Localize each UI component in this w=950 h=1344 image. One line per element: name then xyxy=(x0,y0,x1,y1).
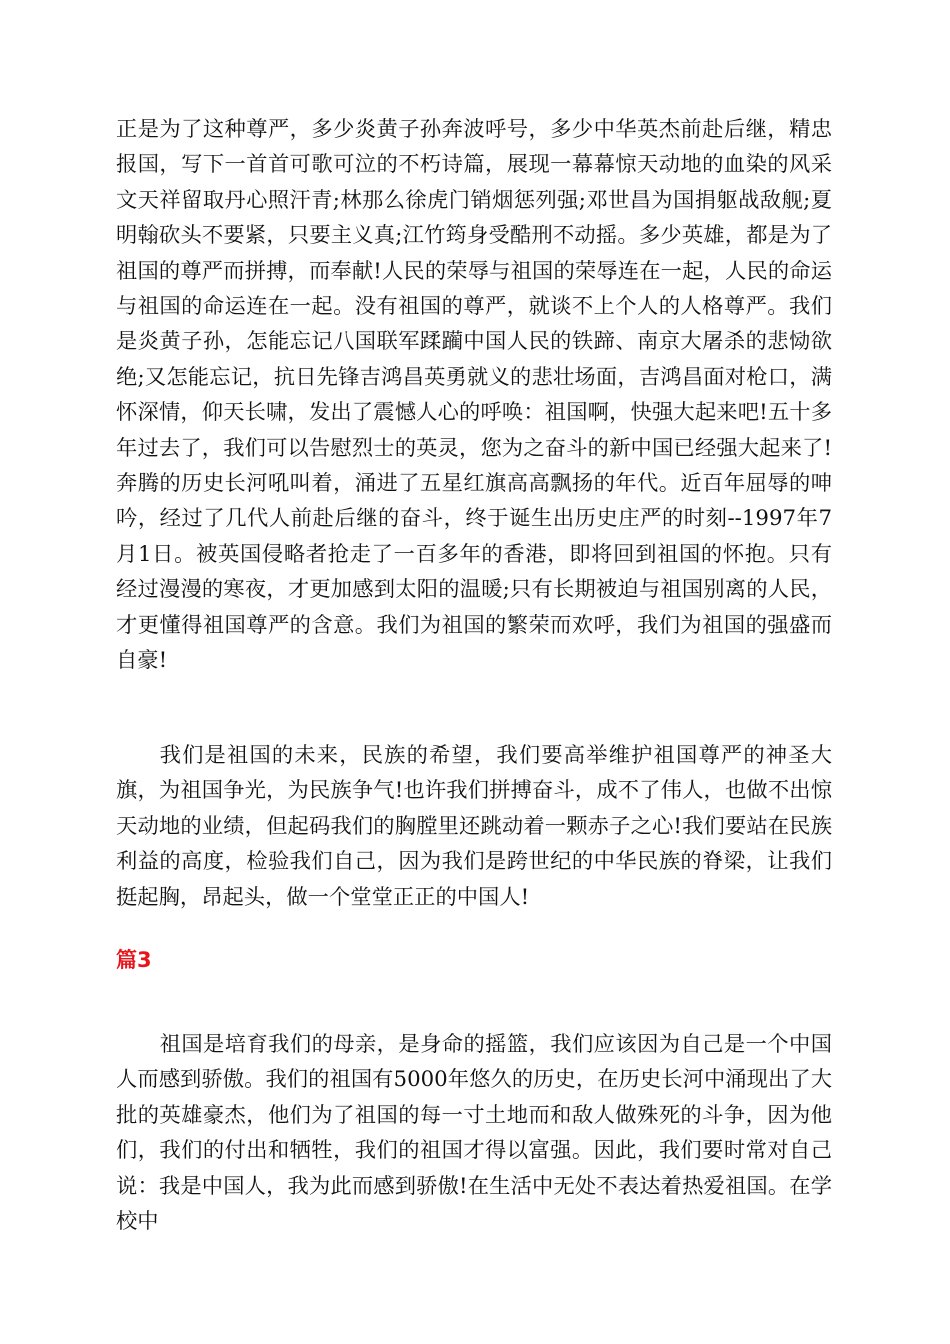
section-heading: 篇3 xyxy=(116,948,152,972)
paragraph-1: 正是为了这种尊严，多少炎黄子孙奔波呼号，多少中华英杰前赴后继，精忠报国，写下一首首可歌可泣的不朽诗篇，展现一幕幕惊天动地的血染的风采文天祥留取丹心照汗青;林那么徐虎门销烟惩列强;邓世昌为国捐躯战敌舰;夏明翰砍头不要紧，只要主义真;江竹筠身受酷刑不动摇。多少英雄，都是为了祖国的尊严而拼搏，而奉献!人民的荣辱与祖国的荣辱连在一起，人民的命运与祖国的命运连在一起。没有祖国的尊严，就谈不上个人的人格尊严。我们是炎黄子孙，怎能忘记八国联军蹂躏中国人民的铁蹄、南京大屠杀的悲恸欲绝;又怎能忘记，抗日先锋吉鸿昌英勇就义的悲壮场面，吉鸿昌面对枪口，满怀深情，仰天长啸，发出了震憾人心的呼唤：祖国啊，快强大起来吧!五十多年过去了，我们可以告慰烈士的英灵，您为之奋斗的新中国已经强大起来了!奔腾的历史长河吼叫着，涌进了五星红旗高高飘扬的年代。近百年屈辱的呻吟，经过了几代人前赴后继的奋斗，终于诞生出历史庄严的时刻--1997年7月1日。被英国侵略者抢走了一百多年的香港，即将回到祖国的怀抱。只有经过漫漫的寒夜，才更加感到太阳的温暖;只有长期被迫与祖国别离的人民，才更懂得祖国尊严的含意。我们为祖国的繁荣而欢呼，我们为祖国的强盛而自豪! xyxy=(116,117,832,674)
paragraph-3: 祖国是培育我们的母亲，是身命的摇篮，我们应该因为自己是一个中国人而感到骄傲。我们的祖国有5000年悠久的历史，在历史长河中涌现出了大批的英雄豪杰，他们为了祖国的每一寸土地而和敌人做殊死的斗争，因为他们，我们的付出和牺牲，我们的祖国才得以富强。因此，我们要时常对自己说：我是中国人，我为此而感到骄傲!在生活中无处不表达着热爱祖国。在学校中 xyxy=(116,1032,832,1235)
paragraph-2: 我们是祖国的未来，民族的希望，我们要高举维护祖国尊严的神圣大旗，为祖国争光，为民族争气!也许我们拼搏奋斗，成不了伟人，也做不出惊天动地的业绩，但起码我们的胸膛里还跳动着一颗赤子之心!我们要站在民族利益的高度，检验我们自己，因为我们是跨世纪的中华民族的脊梁，让我们挺起胸，昂起头，做一个堂堂正正的中国人! xyxy=(116,743,832,910)
